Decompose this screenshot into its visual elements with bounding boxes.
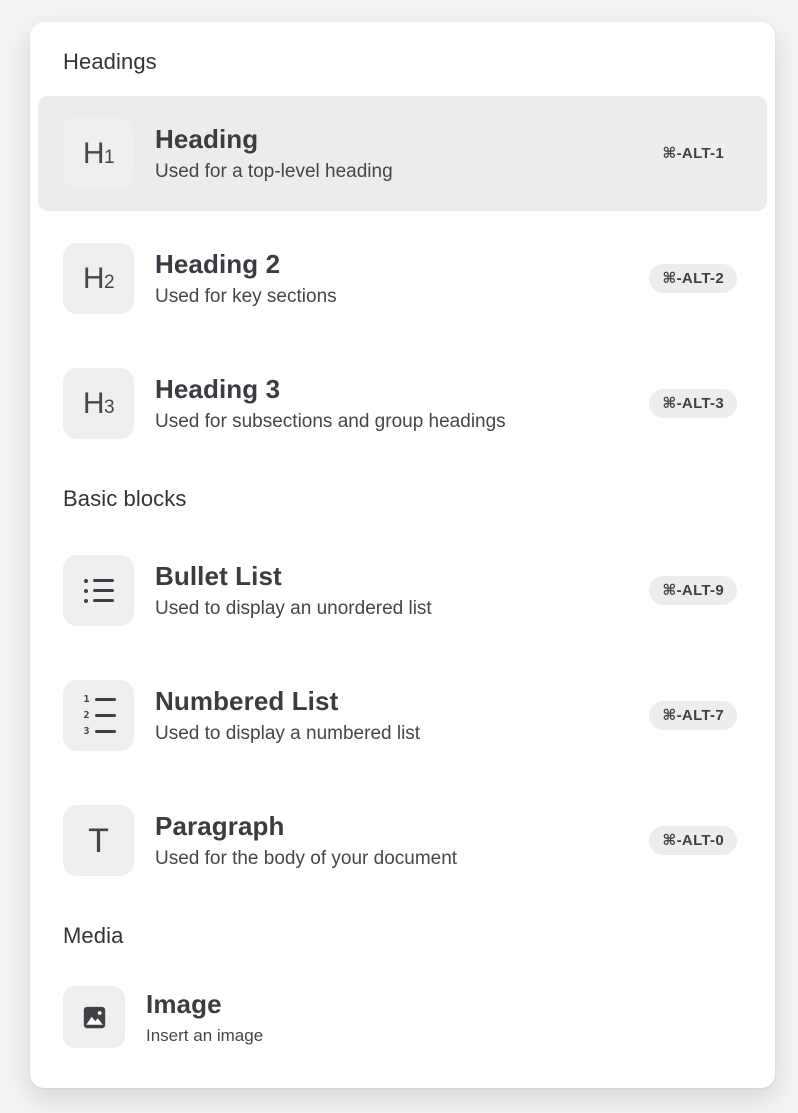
section-header-media: Media (63, 923, 124, 948)
item-text (155, 560, 432, 621)
menu-item-numbered-list[interactable] (38, 658, 767, 773)
item-text (155, 810, 457, 871)
heading-2-icon: H 2 (63, 243, 134, 314)
menu-item-bullet-list[interactable] (38, 533, 767, 648)
item-title: Bullet List (155, 561, 282, 591)
item-text (146, 988, 263, 1046)
shortcut-badge: ⌘-ALT-2 (649, 264, 737, 293)
item-title: Heading (155, 124, 259, 154)
item-description: Used to display a numbered list (155, 723, 421, 744)
item-description: Used for key sections (155, 286, 337, 307)
image-icon (63, 986, 125, 1048)
menu-item-heading-1[interactable] (38, 96, 767, 211)
item-title: Numbered List (155, 686, 339, 716)
menu-item-paragraph[interactable] (38, 783, 767, 898)
item-title: Paragraph (155, 811, 285, 841)
item-text (155, 248, 337, 309)
item-description: Used for subsections and group headings (155, 411, 506, 432)
item-text (155, 373, 506, 434)
block-menu-panel (30, 22, 775, 1088)
menu-item-heading-2[interactable] (38, 221, 767, 336)
item-description: Insert an image (146, 1026, 264, 1045)
heading-1-icon: H 1 (63, 118, 134, 189)
item-description: Used for a top-level heading (155, 161, 393, 182)
shortcut-badge: ⌘-ALT-0 (649, 826, 737, 855)
bullet-list-icon (63, 555, 134, 626)
item-text (155, 685, 420, 746)
numbered-list-icon: 1 2 3 (63, 680, 134, 751)
menu-item-image[interactable] (38, 970, 767, 1064)
shortcut-badge: ⌘-ALT-3 (649, 389, 737, 418)
shortcut-badge: ⌘-ALT-1 (649, 139, 737, 168)
item-description: Used to display an unordered list (155, 598, 432, 619)
item-text (155, 123, 393, 184)
shortcut-badge: ⌘-ALT-7 (649, 701, 737, 730)
item-description: Used for the body of your document (155, 848, 458, 869)
section-header-headings: Headings (63, 49, 157, 74)
heading-3-icon: H 3 (63, 368, 134, 439)
menu-item-heading-3[interactable] (38, 346, 767, 461)
item-title: Heading 3 (155, 374, 281, 404)
item-title: Image (146, 989, 222, 1019)
section-header-basic-blocks: Basic blocks (63, 486, 187, 511)
shortcut-badge: ⌘-ALT-9 (649, 576, 737, 605)
item-title: Heading 2 (155, 249, 281, 279)
paragraph-icon: T (63, 805, 134, 876)
